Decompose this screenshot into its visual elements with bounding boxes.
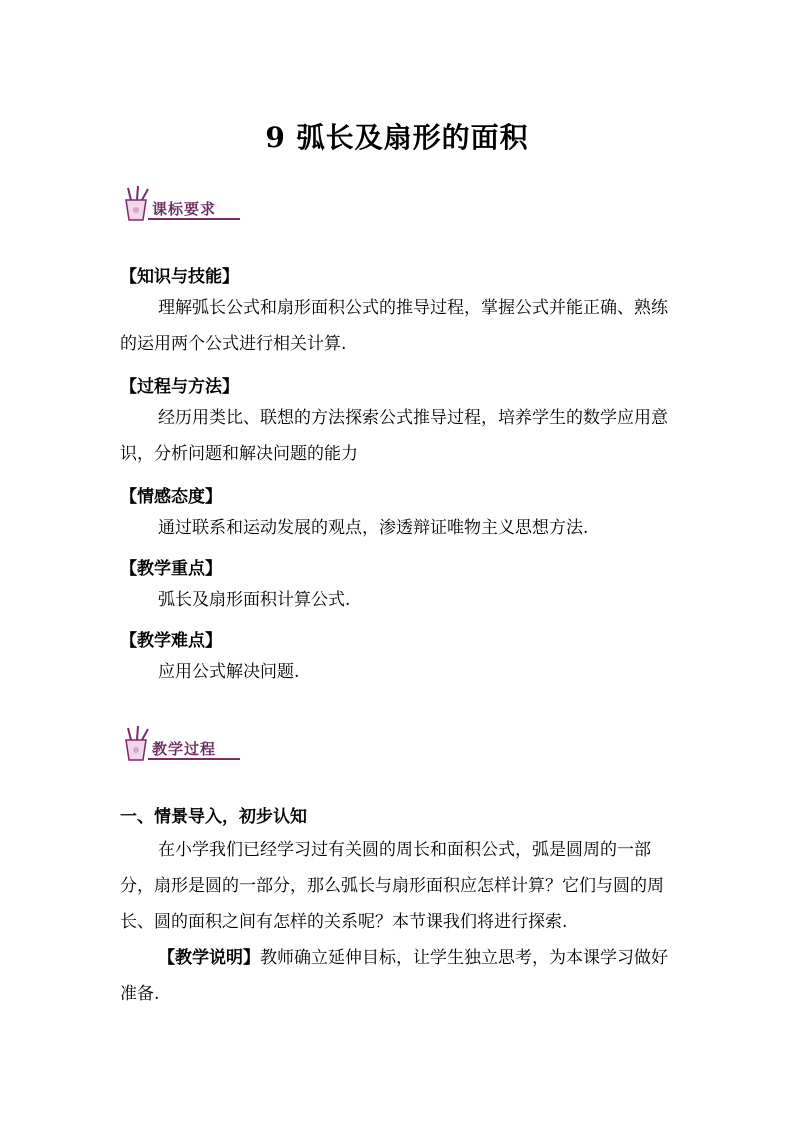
- text-attitude: 通过联系和运动发展的观点，渗透辩证唯物主义思想方法.: [158, 518, 589, 538]
- pencil-pot-icon: [120, 186, 154, 222]
- text-difficulties: 应用公式解决问题.: [158, 662, 300, 682]
- page-title: 9 弧长及扇形的面积: [265, 121, 529, 154]
- badge-label: 教学过程: [152, 740, 217, 758]
- heading-step1: 一、情景导入，初步认知: [120, 807, 307, 827]
- badge-process: [118, 726, 242, 762]
- badge-requirements: [118, 186, 242, 222]
- badge-label: 课标要求: [152, 200, 217, 218]
- badge-underline: [148, 218, 240, 220]
- heading-difficulties: 【教学难点】: [120, 631, 222, 651]
- text-step1: 在小学我们已经学习过有关圆的周长和面积公式，弧是圆周的一部分，扇形是圆的一部分，那么弧长与扇形面积应怎样计算？它们与圆的周长、圆的面积之间有怎样的关系呢？本节课我们将进行探索.: [120, 840, 664, 932]
- note-text: 教师确立延伸目标，让学生独立思考，为本课学习做好准备.: [120, 948, 668, 1004]
- heading-knowledge: 【知识与技能】: [120, 267, 239, 287]
- pencil-pot-icon: [120, 726, 154, 762]
- note-label: 【教学说明】: [158, 948, 260, 968]
- text-knowledge: 理解弧长公式和扇形面积公式的推导过程，掌握公式并能正确、熟练的运用两个公式进行相关计算.: [120, 298, 668, 354]
- teaching-note: [120, 940, 680, 1012]
- heading-key-points: 【教学重点】: [120, 559, 222, 579]
- heading-method: 【过程与方法】: [120, 377, 239, 397]
- text-method: 经历用类比、联想的方法探索公式推导过程，培养学生的数学应用意识，分析问题和解决问题的能力: [120, 408, 668, 464]
- badge-underline: [148, 758, 240, 760]
- heading-attitude: 【情感态度】: [120, 487, 222, 507]
- text-key-points: 弧长及扇形面积计算公式.: [158, 590, 351, 610]
